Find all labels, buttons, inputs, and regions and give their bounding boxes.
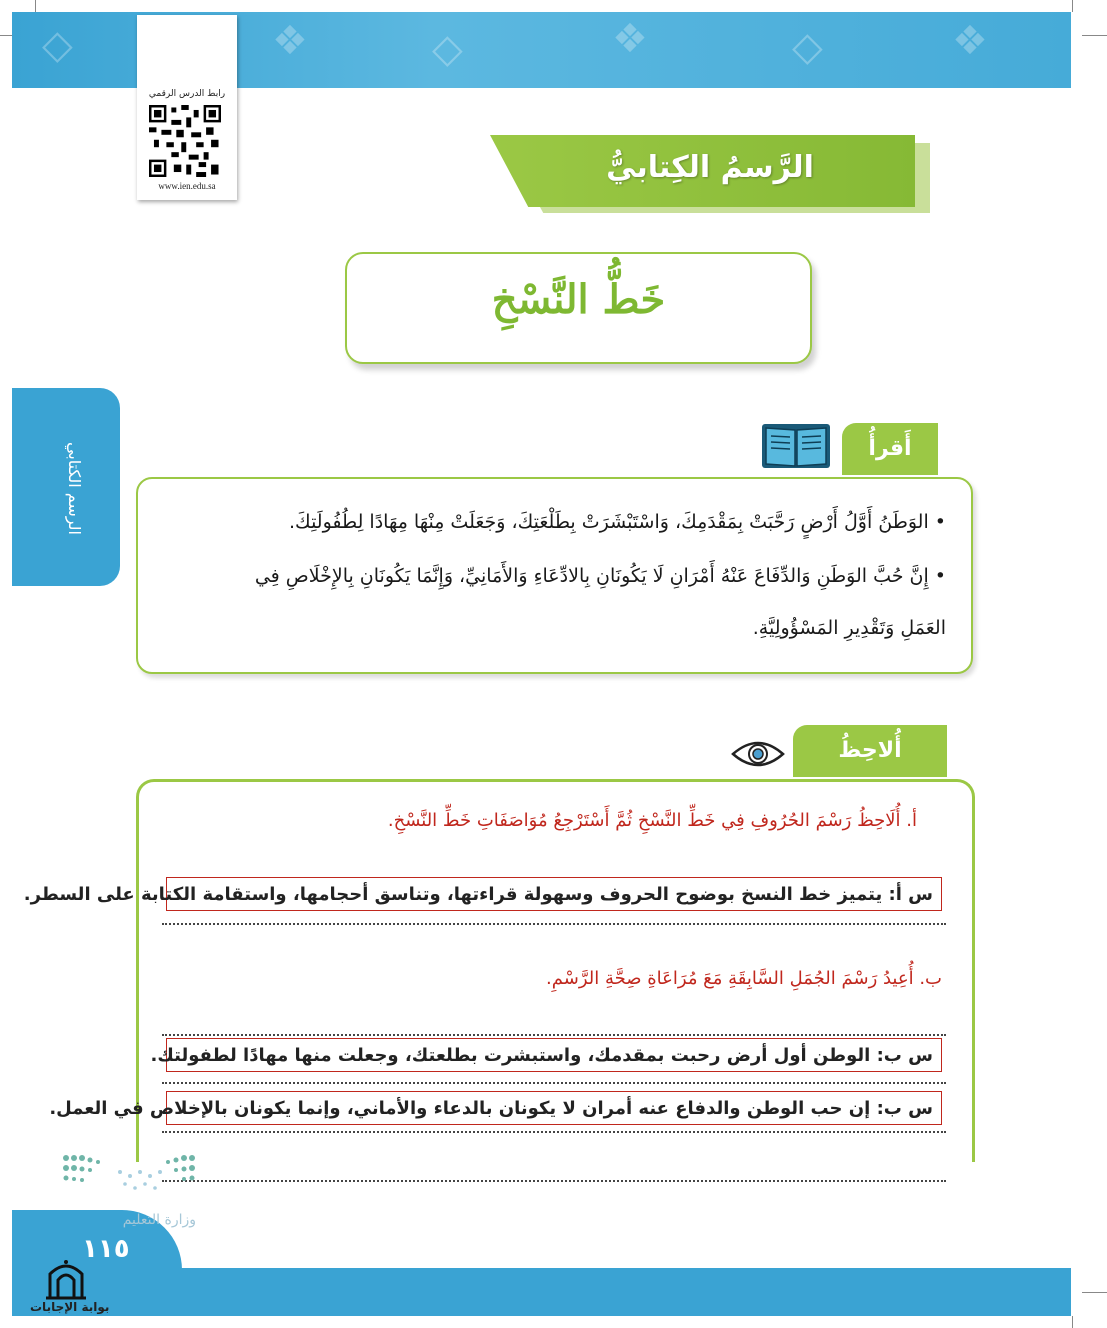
answer-a: س أ: يتميز خط النسخ بوضوح الحروف وسهولة قراءتها، وتناسق أحجامها، واستقامة الكتابة على السطر. [166, 877, 942, 911]
eye-icon [730, 738, 786, 770]
dotted-line [162, 1034, 946, 1036]
top-band: ◇ ❖ ◇ ❖ ◇ ❖ [12, 12, 1071, 88]
read-bullet-2-line-1: • إِنَّ حُبَّ الوَطَنِ وَالدِّفَاعَ عَنْهُ أَمْرَانِ لَا يَكُونَانِ بِالادِّعَاءِ وَالأَمَانِيِّ، وَإِنَّمَا يَكُونَانِ بِالإِخْلَاصِ فِي [254, 565, 946, 587]
ministry-logo-icon [60, 1152, 200, 1198]
dotted-line [162, 923, 946, 925]
book-icon [760, 420, 832, 472]
page-number: ١١٥ [82, 1234, 130, 1264]
answer-b-1: س ب: الوطن أول أرض رحبت بمقدمك، واستبشرت بطلعتك، وجعلت منها مهادًا لطفولتك. [166, 1038, 942, 1072]
qr-label: رابط الدرس الرقمي [148, 89, 226, 99]
crop-mark [1082, 1292, 1107, 1293]
subject-box [345, 252, 812, 364]
qr-card[interactable] [137, 15, 237, 200]
qr-code-icon [149, 105, 221, 177]
crop-mark [1082, 35, 1107, 36]
lesson-title: الرَّسمُ الكِتابيُّ [606, 150, 814, 185]
read-section-tab: أَقرأُ [842, 423, 938, 475]
crop-mark [1072, 1316, 1073, 1328]
read-box [136, 477, 973, 674]
subject-title: خَطُّ النَّسْخِ [491, 276, 666, 323]
read-bullet-1: • الوَطَنُ أَوَّلُ أَرْضٍ رَحَّبَتْ بِمَقْدَمِكَ، وَاسْتَبْشَرَتْ بِطَلْعَتِكَ، وَجَعَلَتْ مِنْهَا مِهَادًا لِطُفُولَتِكَ. [289, 511, 946, 533]
crop-mark [35, 0, 36, 12]
crop-mark [0, 35, 12, 36]
dotted-line [162, 1082, 946, 1084]
question-a: أ. أُلَاحِظُ رَسْمَ الحُرُوفِ فِي خَطِّ النَّسْخِ ثُمَّ أَسْتَرْجِعُ مُوَاصَفَاتِ خَطِّ النَّسْخِ. [387, 810, 917, 831]
portal-label[interactable]: بوابة الإجابات [30, 1300, 110, 1314]
footer-band [12, 1268, 1071, 1316]
read-bullet-2-line-2: العَمَلِ وَتَقْدِيرِ المَسْؤُولِيَّةِ. [752, 617, 946, 639]
qr-url[interactable]: www.ien.edu.sa [158, 181, 216, 191]
question-b: ب. أُعِيدُ رَسْمَ الجُمَلِ السَّابِقَةِ مَعَ مُرَاعَاةِ صِحَّةِ الرَّسْمِ. [546, 968, 942, 989]
portal-gate-icon[interactable] [44, 1256, 88, 1300]
side-tab-label: الرسم الكتابي [65, 441, 84, 535]
dotted-line [162, 1131, 946, 1133]
ministry-name: وزارة التعليم [122, 1212, 196, 1228]
dotted-line [162, 1180, 946, 1182]
side-tab [12, 388, 120, 586]
answer-b-2: س ب: إن حب الوطن والدفاع عنه أمران لا يكونان بالدعاء والأماني، وإنما يكونان بالإخلاص في العمل. [166, 1091, 942, 1125]
crop-mark [1072, 0, 1073, 12]
note-section-tab: أُلاحِظُ [793, 725, 947, 777]
